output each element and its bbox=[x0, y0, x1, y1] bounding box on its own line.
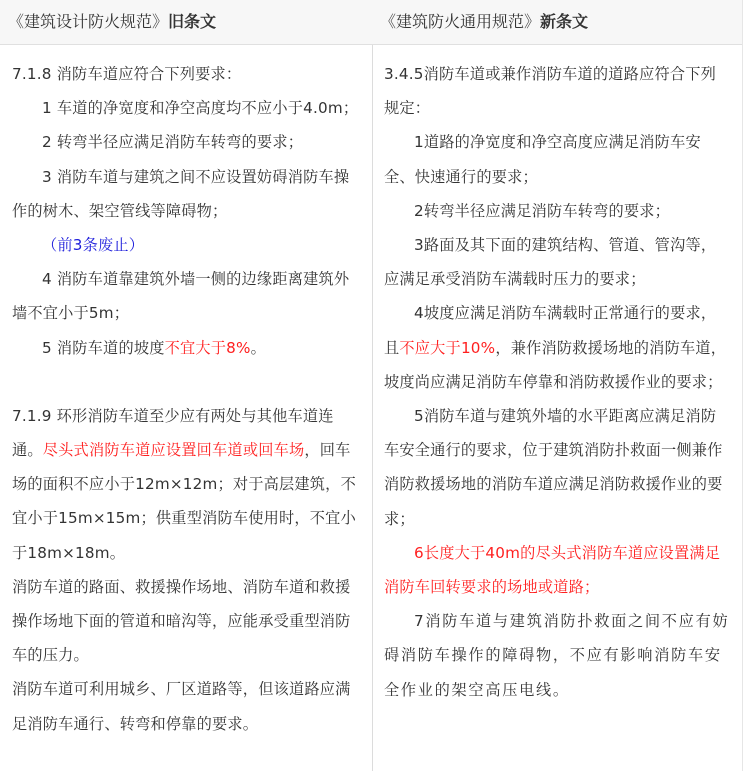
new-item-3: 3路面及其下面的建筑结构、管道、管沟等，应满足承受消防车满载时压力的要求； bbox=[384, 236, 717, 289]
new-item-6 bbox=[384, 536, 731, 604]
new-item-6-end: ； bbox=[584, 578, 600, 597]
clause-7-1-8: 7.1.8 消防车道应符合下列要求： bbox=[12, 65, 242, 83]
old-item-1: 1 车道的净宽度和净空高度均不应小于4.0m； bbox=[42, 99, 359, 118]
old-header-title: 《建筑设计防火规范》 bbox=[8, 12, 169, 31]
old-slope-limit-highlight: 不宜大于8% bbox=[164, 338, 251, 357]
new-item-1: 1道路的净宽度和净空高度应满足消防车安全、快速通行的要求； bbox=[384, 133, 701, 186]
old-item-4: 4 消防车道靠建筑外墙一侧的边缘距离建筑外墙不宜小于5m； bbox=[12, 270, 350, 323]
new-clause-header bbox=[372, 0, 742, 45]
old-item-2: 2 转弯半径应满足消防车转弯的要求； bbox=[42, 133, 304, 152]
city-road-paragraph: 消防车道可利用城乡、厂区道路等，但该道路应满足消防车通行、转弯和停靠的要求。 bbox=[12, 680, 351, 733]
old-clause-body bbox=[0, 45, 372, 741]
new-clause-column bbox=[372, 0, 742, 771]
new-item-4-rest: ，兼作消防救援场地的消防车道，坡度尚应满足消防车停靠和消防救援作业的要求； bbox=[384, 338, 727, 391]
old-item-3: 3 消防车道与建筑之间不应设置妨碍消防车操作的树木、架空管线等障碍物； bbox=[12, 167, 350, 220]
old-clause-header bbox=[0, 0, 372, 45]
road-surface-paragraph: 消防车道的路面、救援操作场地、消防车道和救援操作场地下面的管道和暗沟等，应能承受重型消防车的压力。 bbox=[12, 577, 351, 665]
clause-3-4-5: 3.4.5消防车道或兼作消防车道的道路应符合下列规定： bbox=[384, 65, 717, 118]
old-header-tag: 旧条文 bbox=[168, 12, 217, 31]
clause-7-1-9-text: 7.1.9 环形消防车道至少应有两处与其他车道连通。 bbox=[12, 406, 334, 460]
repeal-note: （前3条废止） bbox=[42, 236, 145, 255]
old-item-5 bbox=[12, 331, 361, 365]
spacer bbox=[12, 365, 361, 399]
new-item-5: 5消防车道与建筑外墙的水平距离应满足消防车安全通行的要求，位于建筑消防扑救面一侧兼作消防救援场地的消防车道应满足消防救援作业的要求； bbox=[384, 407, 723, 528]
new-item-4-text: 4坡度应满足消防车满载时正常通行的要求，且 bbox=[384, 304, 717, 357]
new-header-title: 《建筑防火通用规范》 bbox=[380, 12, 541, 31]
old-item-5-text: 5 消防车道的坡度 bbox=[42, 338, 165, 357]
new-item-2: 2转弯半径应满足消防车转弯的要求； bbox=[414, 201, 671, 220]
clause-7-1-9-rest: ，回车场的面积不应小于12m×12m；对于高层建筑，不宜小于15m×15m；供重型消防车使用时，不宜小于18m×18m。 bbox=[12, 441, 356, 562]
dead-end-highlight: 尽头式消防车道应设置回车道或回车场 bbox=[42, 441, 305, 460]
new-dead-end-highlight: 6长度大于40m的尽头式消防车道应设置满足消防车回转要求的场地或道路 bbox=[384, 543, 721, 597]
new-slope-limit-highlight: 不应大于10% bbox=[399, 338, 496, 357]
new-clause-body bbox=[372, 45, 742, 707]
new-header-tag: 新条文 bbox=[540, 12, 589, 31]
new-item-7: 7消防车道与建筑消防扑救面之间不应有妨碍消防车操作的障碍物，不应有影响消防车安全作业的架空高压电线。 bbox=[384, 612, 730, 699]
old-item-5-end: 。 bbox=[250, 338, 267, 357]
new-item-4 bbox=[384, 296, 731, 399]
clause-7-1-9 bbox=[12, 399, 361, 570]
